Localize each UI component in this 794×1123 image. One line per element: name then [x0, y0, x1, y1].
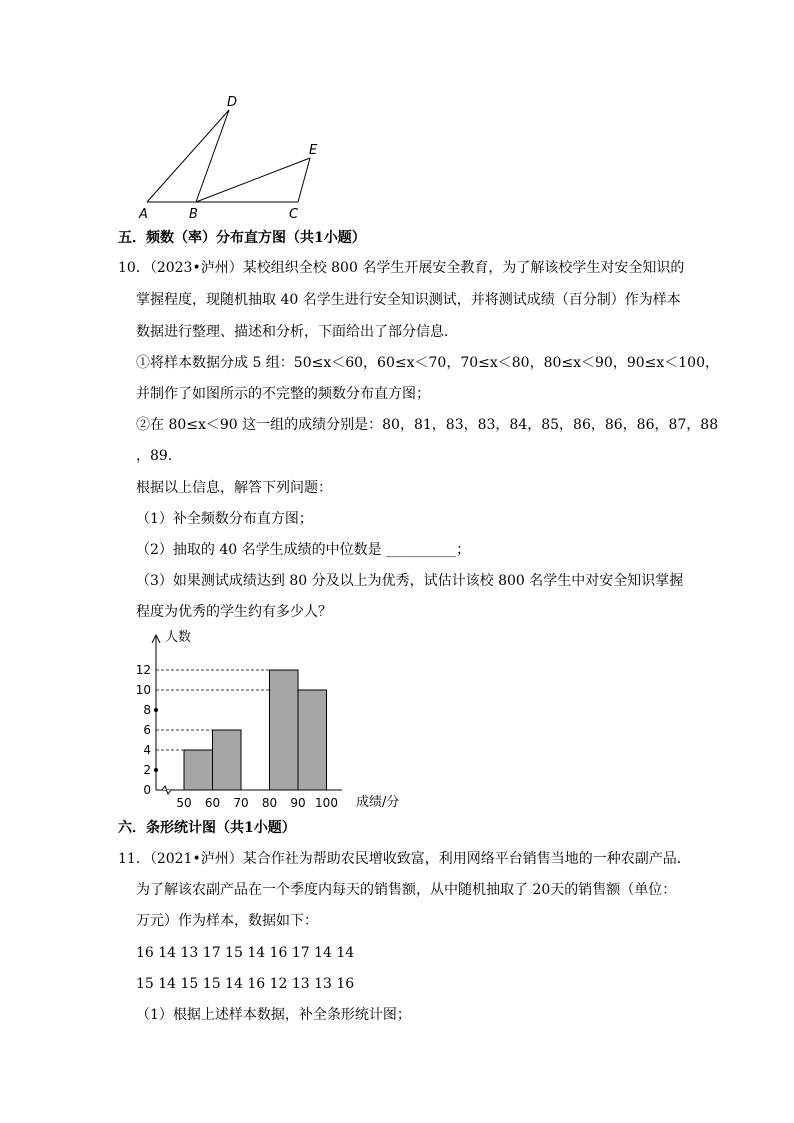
y-dot-8 — [154, 708, 158, 712]
frequency-histogram — [128, 624, 428, 814]
y-tick-10: 10 — [135, 683, 151, 697]
y-tick-4: 4 — [143, 743, 151, 757]
q11-line1: 11．（2021•泸州）某合作社为帮助农民增收致富，利用网络平台销售当地的一种农副产品． — [118, 851, 691, 867]
x-tick-70: 70 — [233, 796, 249, 810]
q10-info1-a: ①将样本数据分成 5 组：50≤x＜60，60≤x＜70，70≤x＜80，80≤x＜90，90≤x＜100， — [136, 355, 719, 371]
x-tick-80: 80 — [261, 796, 278, 810]
bar-60-70 — [213, 730, 242, 790]
section5-heading: 五．频数（率）分布直方图（共1小题） — [118, 230, 366, 246]
bar-80-90 — [270, 670, 299, 790]
q10-info2-a: ②在 80≤x＜90 这一组的成绩分别是：80，81，83，83，84，85，86，86，86，87，88 — [136, 417, 719, 433]
x-tick-90: 90 — [290, 796, 306, 810]
x-axis-label: 成绩/分 — [356, 795, 400, 810]
axis-break — [162, 786, 171, 794]
q10-sub1: （1）补全频数分布直方图； — [136, 511, 313, 527]
y-tick-6: 6 — [143, 723, 151, 737]
y-tick-8: 8 — [143, 703, 151, 717]
point-label-c: C — [289, 207, 299, 222]
q11-sub1: （1）根据上述样本数据，补全条形统计图； — [136, 1007, 411, 1023]
segment-ad — [147, 110, 229, 202]
bar-90-100 — [298, 690, 327, 790]
q11-line3: 万元）作为样本，数据如下： — [136, 913, 318, 929]
y-tick-0: 0 — [143, 783, 151, 797]
q10-line3: 数据进行整理、描述和分析，下面给出了部分信息． — [136, 324, 458, 340]
y-dot-2 — [154, 768, 158, 772]
x-tick-100: 100 — [315, 796, 338, 810]
section6-heading: 六．条形统计图（共1小题） — [118, 820, 296, 836]
segment-ce — [298, 158, 310, 202]
x-tick-50: 50 — [176, 796, 192, 810]
q11-line2: 为了解该农副产品在一个季度内每天的销售额，从中随机抽取了 20天的销售额（单位： — [136, 882, 677, 898]
q10-line1: 10．（2023•泸州）某校组织全校 800 名学生开展安全教育，为了解该校学生对安全知识的 — [118, 260, 685, 276]
point-label-a: A — [139, 207, 148, 222]
y-tick-2: 2 — [143, 763, 151, 777]
q10-sub2: （2）抽取的 40 名学生成绩的中位数是 __________； — [136, 542, 471, 558]
y-tick-12: 12 — [135, 663, 151, 677]
q10-line2: 掌握程度，现随机抽取 40 名学生进行安全知识测试，并将测试成绩（百分制）作为样本 — [136, 292, 681, 308]
segment-bd — [196, 110, 229, 202]
bar-50-60 — [184, 750, 213, 790]
point-label-e: E — [309, 143, 318, 158]
point-label-d: D — [227, 95, 238, 110]
point-label-b: B — [189, 207, 198, 222]
q11-data-row1: 16 14 13 17 15 14 16 17 14 14 — [136, 945, 355, 961]
geometry-figure — [135, 92, 335, 224]
y-axis-label: 人数 — [165, 630, 192, 645]
segment-be — [196, 158, 310, 202]
q10-info1-b: 并制作了如图所示的不完整的频数分布直方图； — [136, 386, 430, 402]
q11-data-row2: 15 14 15 15 14 16 12 13 13 16 — [136, 976, 355, 992]
q10-prompt: 根据以上信息，解答下列问题： — [136, 480, 332, 496]
x-tick-60: 60 — [204, 796, 221, 810]
q10-info2-b: ，89． — [136, 448, 182, 464]
q10-sub3-b: 程度为优秀的学生约有多少人？ — [136, 604, 332, 620]
q10-sub3-a: （3）如果测试成绩达到 80 分及以上为优秀，试估计该校 800 名学生中对安全知识掌握 — [136, 573, 684, 589]
